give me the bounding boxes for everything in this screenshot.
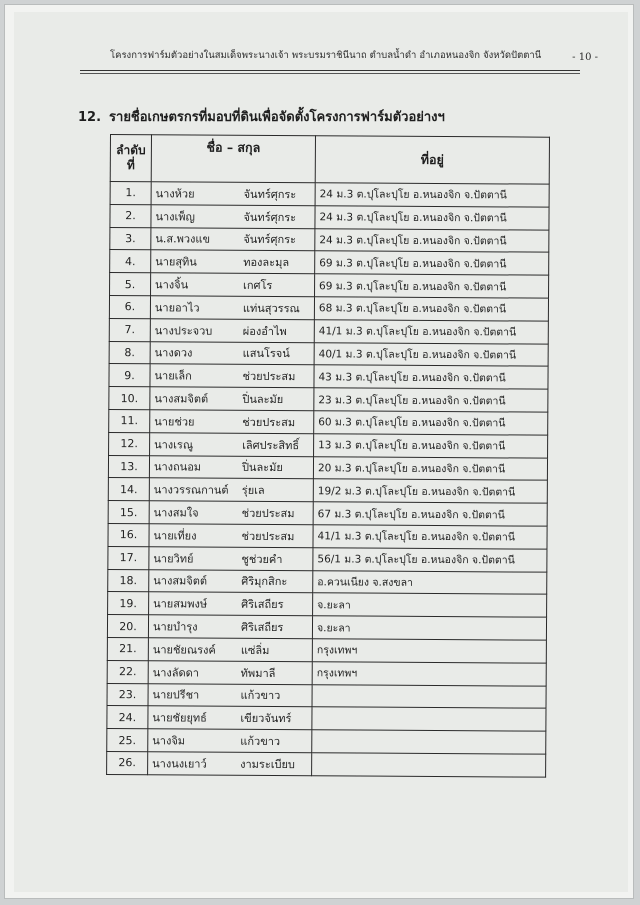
last-name: งามระเบียบ [240, 757, 295, 771]
address: 69 ม.3 ต.ปุโละปุโย อ.หนองจิก จ.ปัตตานี [315, 274, 549, 298]
last-name: เลิศประสิทธิ์ [242, 438, 300, 452]
address: 41/1 ม.3 ต.ปุโละปุโย อ.หนองจิก จ.ปัตตานี [313, 525, 547, 549]
section-heading [78, 106, 453, 127]
row-number: 17. [108, 546, 149, 569]
farmer-name [150, 410, 314, 434]
first-name: นายชัยณรงค์ [152, 643, 216, 657]
farmer-table [106, 134, 550, 777]
first-name: นางสมจิตต์ [153, 574, 208, 589]
row-number: 6. [109, 295, 150, 318]
farmer-name [151, 182, 315, 206]
row-number: 16. [108, 523, 149, 546]
row-number: 10. [109, 387, 150, 410]
address: 13 ม.3 ต.ปุโละปุโย อ.หนองจิก จ.ปัตตานี [314, 434, 548, 458]
col-header-no: ลำดับ ที่ [110, 135, 151, 182]
farmer-name [151, 273, 315, 297]
first-name: นายวิทย์ [153, 551, 194, 566]
row-number: 25. [107, 729, 148, 752]
table-row [109, 409, 548, 434]
table-row [108, 592, 547, 617]
row-number: 3. [110, 227, 151, 250]
first-name: นางจิ้น [155, 278, 189, 292]
first-name: นางถนอม [153, 460, 202, 475]
last-name: ผ่องอำไพ [242, 324, 287, 338]
farmer-name [149, 501, 313, 525]
section-number: 12. [78, 110, 102, 125]
table-row [109, 387, 548, 412]
table-row [109, 318, 548, 343]
table-row [107, 683, 546, 708]
farmer-name [149, 592, 313, 616]
address: กรุงเทพฯ [312, 661, 546, 685]
first-name: นางประจวบ [154, 323, 213, 338]
row-number: 19. [108, 592, 149, 615]
first-name: นายเที่ยง [153, 529, 197, 543]
header-title: โครงการฟาร์มตัวอย่างในสมเด็จพระนางเจ้า พระบรมราชินีนาถ ตำบลน้ำดำ อำเภอหนองจิก จังหวัดปัตตานี [110, 50, 542, 61]
first-name: นางเรณู [154, 437, 194, 452]
first-name: นายสุทิน [155, 255, 197, 269]
last-name: รุ่ยเล [241, 484, 265, 498]
farmer-name [151, 250, 315, 274]
address: 20 ม.3 ต.ปุโละปุโย อ.หนองจิก จ.ปัตตานี [313, 456, 547, 480]
row-number: 22. [107, 660, 148, 683]
address: 68 ม.3 ต.ปุโละปุโย อ.หนองจิก จ.ปัตตานี [314, 297, 548, 321]
first-name: นางห้วย [155, 187, 195, 201]
row-number: 12. [109, 432, 150, 455]
table-row [108, 455, 547, 480]
last-name: แซ่ลิ่ม [240, 643, 270, 657]
address: 23 ม.3 ต.ปุโละปุโย อ.หนองจิก จ.ปัตตานี [314, 388, 548, 412]
address: 40/1 ม.3 ต.ปุโละปุโย อ.หนองจิก จ.ปัตตานี [314, 342, 548, 366]
address: จ.ยะลา [313, 593, 547, 617]
row-number: 15. [108, 501, 149, 524]
first-name: นายอาไว [154, 301, 200, 315]
farmer-name [149, 546, 313, 570]
farmer-name [149, 569, 313, 593]
last-name: ทองละมุล [243, 256, 290, 270]
farmer-name [150, 319, 314, 343]
page-number: - 10 - [572, 52, 598, 63]
row-number: 21. [107, 637, 148, 660]
page-header [110, 48, 600, 63]
row-number: 8. [109, 341, 150, 364]
farmer-name [148, 638, 312, 662]
table-row [107, 706, 546, 731]
last-name: จันทร์ศุกระ [243, 210, 297, 224]
header-rule-thin [80, 73, 580, 74]
table-row [107, 751, 546, 776]
farmer-name [148, 706, 312, 730]
table-row [110, 227, 549, 252]
last-name: ศิริเสถียร [240, 620, 284, 635]
first-name: นางเพ็ญ [155, 209, 195, 224]
address: 56/1 ม.3 ต.ปุโละปุโย อ.หนองจิก จ.ปัตตานี [313, 547, 547, 571]
row-number: 2. [110, 204, 151, 227]
table-row [107, 615, 546, 640]
farmer-name [150, 433, 314, 457]
row-number: 14. [108, 478, 149, 501]
row-number: 5. [110, 273, 151, 296]
address: 19/2 ม.3 ต.ปุโละปุโย อ.หนองจิก จ.ปัตตานี [313, 479, 547, 503]
row-number: 11. [109, 409, 150, 432]
last-name: ช่วยประสม [242, 370, 296, 384]
table-row [108, 478, 547, 503]
address: 69 ม.3 ต.ปุโละปุโย อ.หนองจิก จ.ปัตตานี [315, 251, 549, 275]
table-header-row [110, 135, 549, 185]
row-number: 18. [108, 569, 149, 592]
last-name: แก้วขาว [240, 734, 281, 749]
last-name: เกศโร [243, 278, 273, 293]
table-row [110, 273, 549, 298]
table-row [109, 295, 548, 320]
table-row [109, 341, 548, 366]
farmer-name [151, 205, 315, 229]
address [312, 684, 546, 708]
last-name: ช่วยประสม [242, 415, 296, 429]
first-name: นายชัยยุทธ์ [152, 711, 207, 725]
farmer-name [148, 752, 312, 776]
table-row [108, 546, 547, 571]
table-row [107, 729, 546, 754]
row-number: 24. [107, 706, 148, 729]
address: 41/1 ม.3 ต.ปุโละปุโย อ.หนองจิก จ.ปัตตานี [314, 320, 548, 344]
row-number: 13. [108, 455, 149, 478]
first-name: นางนงเยาว์ [152, 757, 207, 771]
table-row [107, 637, 546, 662]
last-name: ศิริเสถียร [241, 598, 284, 612]
farmer-name [150, 364, 314, 388]
last-name: ช่วยประสม [241, 529, 295, 543]
last-name: จันทร์ศุกระ [243, 187, 297, 202]
farmer-name [149, 524, 313, 548]
last-name: ปิ่นละมัย [241, 461, 283, 475]
farmer-name [150, 387, 314, 411]
table-row [110, 250, 549, 275]
last-name: แก้วขาว [240, 689, 281, 703]
last-name: ศิริมุกสิกะ [241, 575, 288, 589]
address [312, 730, 546, 754]
last-name: ปิ่นละมัย [242, 392, 284, 407]
farmer-name [149, 478, 313, 502]
first-name: นายบำรุง [152, 620, 198, 634]
first-name: นางสมใจ [153, 506, 199, 520]
farmer-name [150, 341, 314, 365]
first-name: นางดวง [154, 346, 193, 360]
row-number: 9. [109, 364, 150, 387]
farmer-name [150, 296, 314, 320]
section-title: รายชื่อเกษตรกรที่มอบที่ดินเพื่อจัดตั้งโครงการฟาร์มตัวอย่างฯ [109, 110, 445, 125]
col-header-name: ชื่อ – สกุล [151, 135, 315, 183]
row-number: 26. [107, 751, 148, 774]
last-name: จันทร์ศุกระ [243, 233, 296, 247]
address [312, 707, 546, 731]
address: กรุงเทพฯ [312, 639, 546, 663]
last-name: ชูช่วยคำ [241, 552, 283, 566]
first-name: นางสมจิตต์ [154, 392, 209, 406]
address: อ.ควนเนียง จ.สงขลา [313, 570, 547, 594]
row-number: 7. [109, 318, 150, 341]
table-body [107, 182, 550, 777]
farmer-name [149, 455, 313, 479]
first-name: นางจิม [152, 734, 186, 748]
address [312, 753, 546, 777]
header-rule-thick [80, 70, 580, 71]
table-row [109, 432, 548, 457]
address: 60 ม.3 ต.ปุโละปุโย อ.หนองจิก จ.ปัตตานี [314, 411, 548, 435]
row-number: 20. [107, 615, 148, 638]
table-row [108, 523, 547, 548]
first-name: นายเล็ก [154, 369, 192, 383]
table-row [107, 660, 546, 685]
table-row [108, 501, 547, 526]
first-name: น.ส.พวงแข [155, 232, 211, 247]
row-number: 1. [110, 182, 151, 205]
last-name: ช่วยประสม [241, 506, 295, 521]
first-name: นางลัดดา [152, 665, 200, 680]
first-name: นางวรรณกานต์ [153, 483, 229, 497]
table-row [110, 204, 549, 229]
first-name: นายสมพงษ์ [153, 597, 208, 611]
first-name: นายปรีชา [152, 688, 200, 702]
address: จ.ยะลา [312, 616, 546, 640]
address: 24 ม.3 ต.ปุโละปุโย อ.หนองจิก จ.ปัตตานี [315, 228, 549, 252]
farmer-name [148, 683, 312, 707]
address: 24 ม.3 ต.ปุโละปุโย อ.หนองจิก จ.ปัตตานี [315, 206, 549, 230]
address: 67 ม.3 ต.ปุโละปุโย อ.หนองจิก จ.ปัตตานี [313, 502, 547, 526]
table-row [109, 364, 548, 389]
first-name: นายช่วย [154, 415, 195, 429]
table-row [108, 569, 547, 594]
farmer-name [151, 227, 315, 251]
last-name: แสนโรจน์ [242, 347, 290, 361]
last-name: แท่นสุวรรณ [242, 301, 300, 316]
farmer-name [148, 729, 312, 753]
address: 43 ม.3 ต.ปุโละปุโย อ.หนองจิก จ.ปัตตานี [314, 365, 548, 389]
farmer-name [148, 615, 312, 639]
col-header-address: ที่อยู่ [315, 136, 549, 184]
address: 24 ม.3 ต.ปุโละปุโย อ.หนองจิก จ.ปัตตานี [315, 183, 549, 207]
row-number: 4. [110, 250, 151, 273]
farmer-name [148, 660, 312, 684]
table-row [110, 182, 549, 207]
row-number: 23. [107, 683, 148, 706]
last-name: เขียวจันทร์ [240, 712, 292, 726]
last-name: ทัพมาลี [240, 666, 276, 680]
